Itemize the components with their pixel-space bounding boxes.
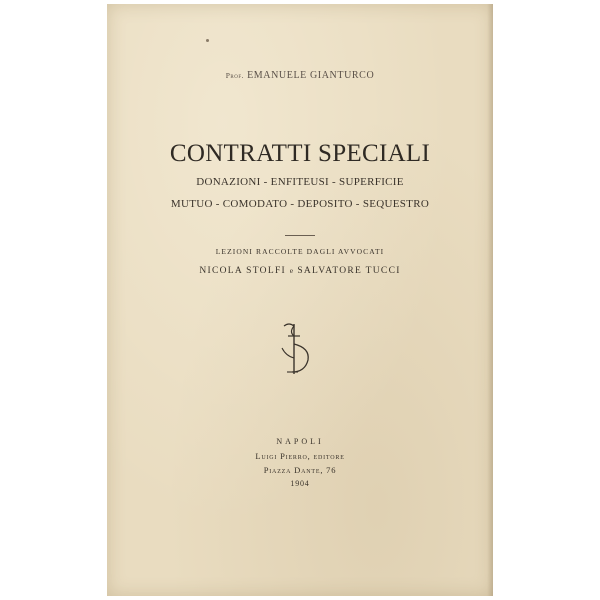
editor-name-1: NICOLA STOLFI: [199, 266, 286, 276]
author-name: EMANUELE GIANTURCO: [247, 70, 375, 81]
publication-city: NAPOLI: [276, 437, 324, 446]
paper-speck: [206, 39, 209, 42]
title-page: [107, 4, 493, 596]
book-title: CONTRATTI SPECIALI: [169, 140, 431, 167]
author-line: [107, 70, 493, 81]
publisher-address: Piazza Dante, 76: [263, 465, 337, 475]
publisher-monogram-icon: [278, 322, 312, 376]
editors-conjunction: e: [289, 266, 294, 275]
lecture-note: LEZIONI RACCOLTE DAGLI AVVOCATI: [215, 247, 385, 256]
publisher-name: Luigi Pierro, editore: [255, 451, 345, 461]
page-binding-shadow: [487, 4, 493, 596]
editors-line: [107, 266, 493, 276]
subtitle-line-2: MUTUO - COMODATO - DEPOSITO - SEQUESTRO: [170, 198, 430, 210]
publication-year: 1904: [290, 479, 310, 488]
subtitle-line-1: DONAZIONI - ENFITEUSI - SUPERFICIE: [196, 176, 404, 188]
divider-rule: [285, 235, 315, 236]
editor-name-2: SALVATORE TUCCI: [297, 266, 401, 276]
author-prefix: Prof.: [225, 71, 244, 80]
